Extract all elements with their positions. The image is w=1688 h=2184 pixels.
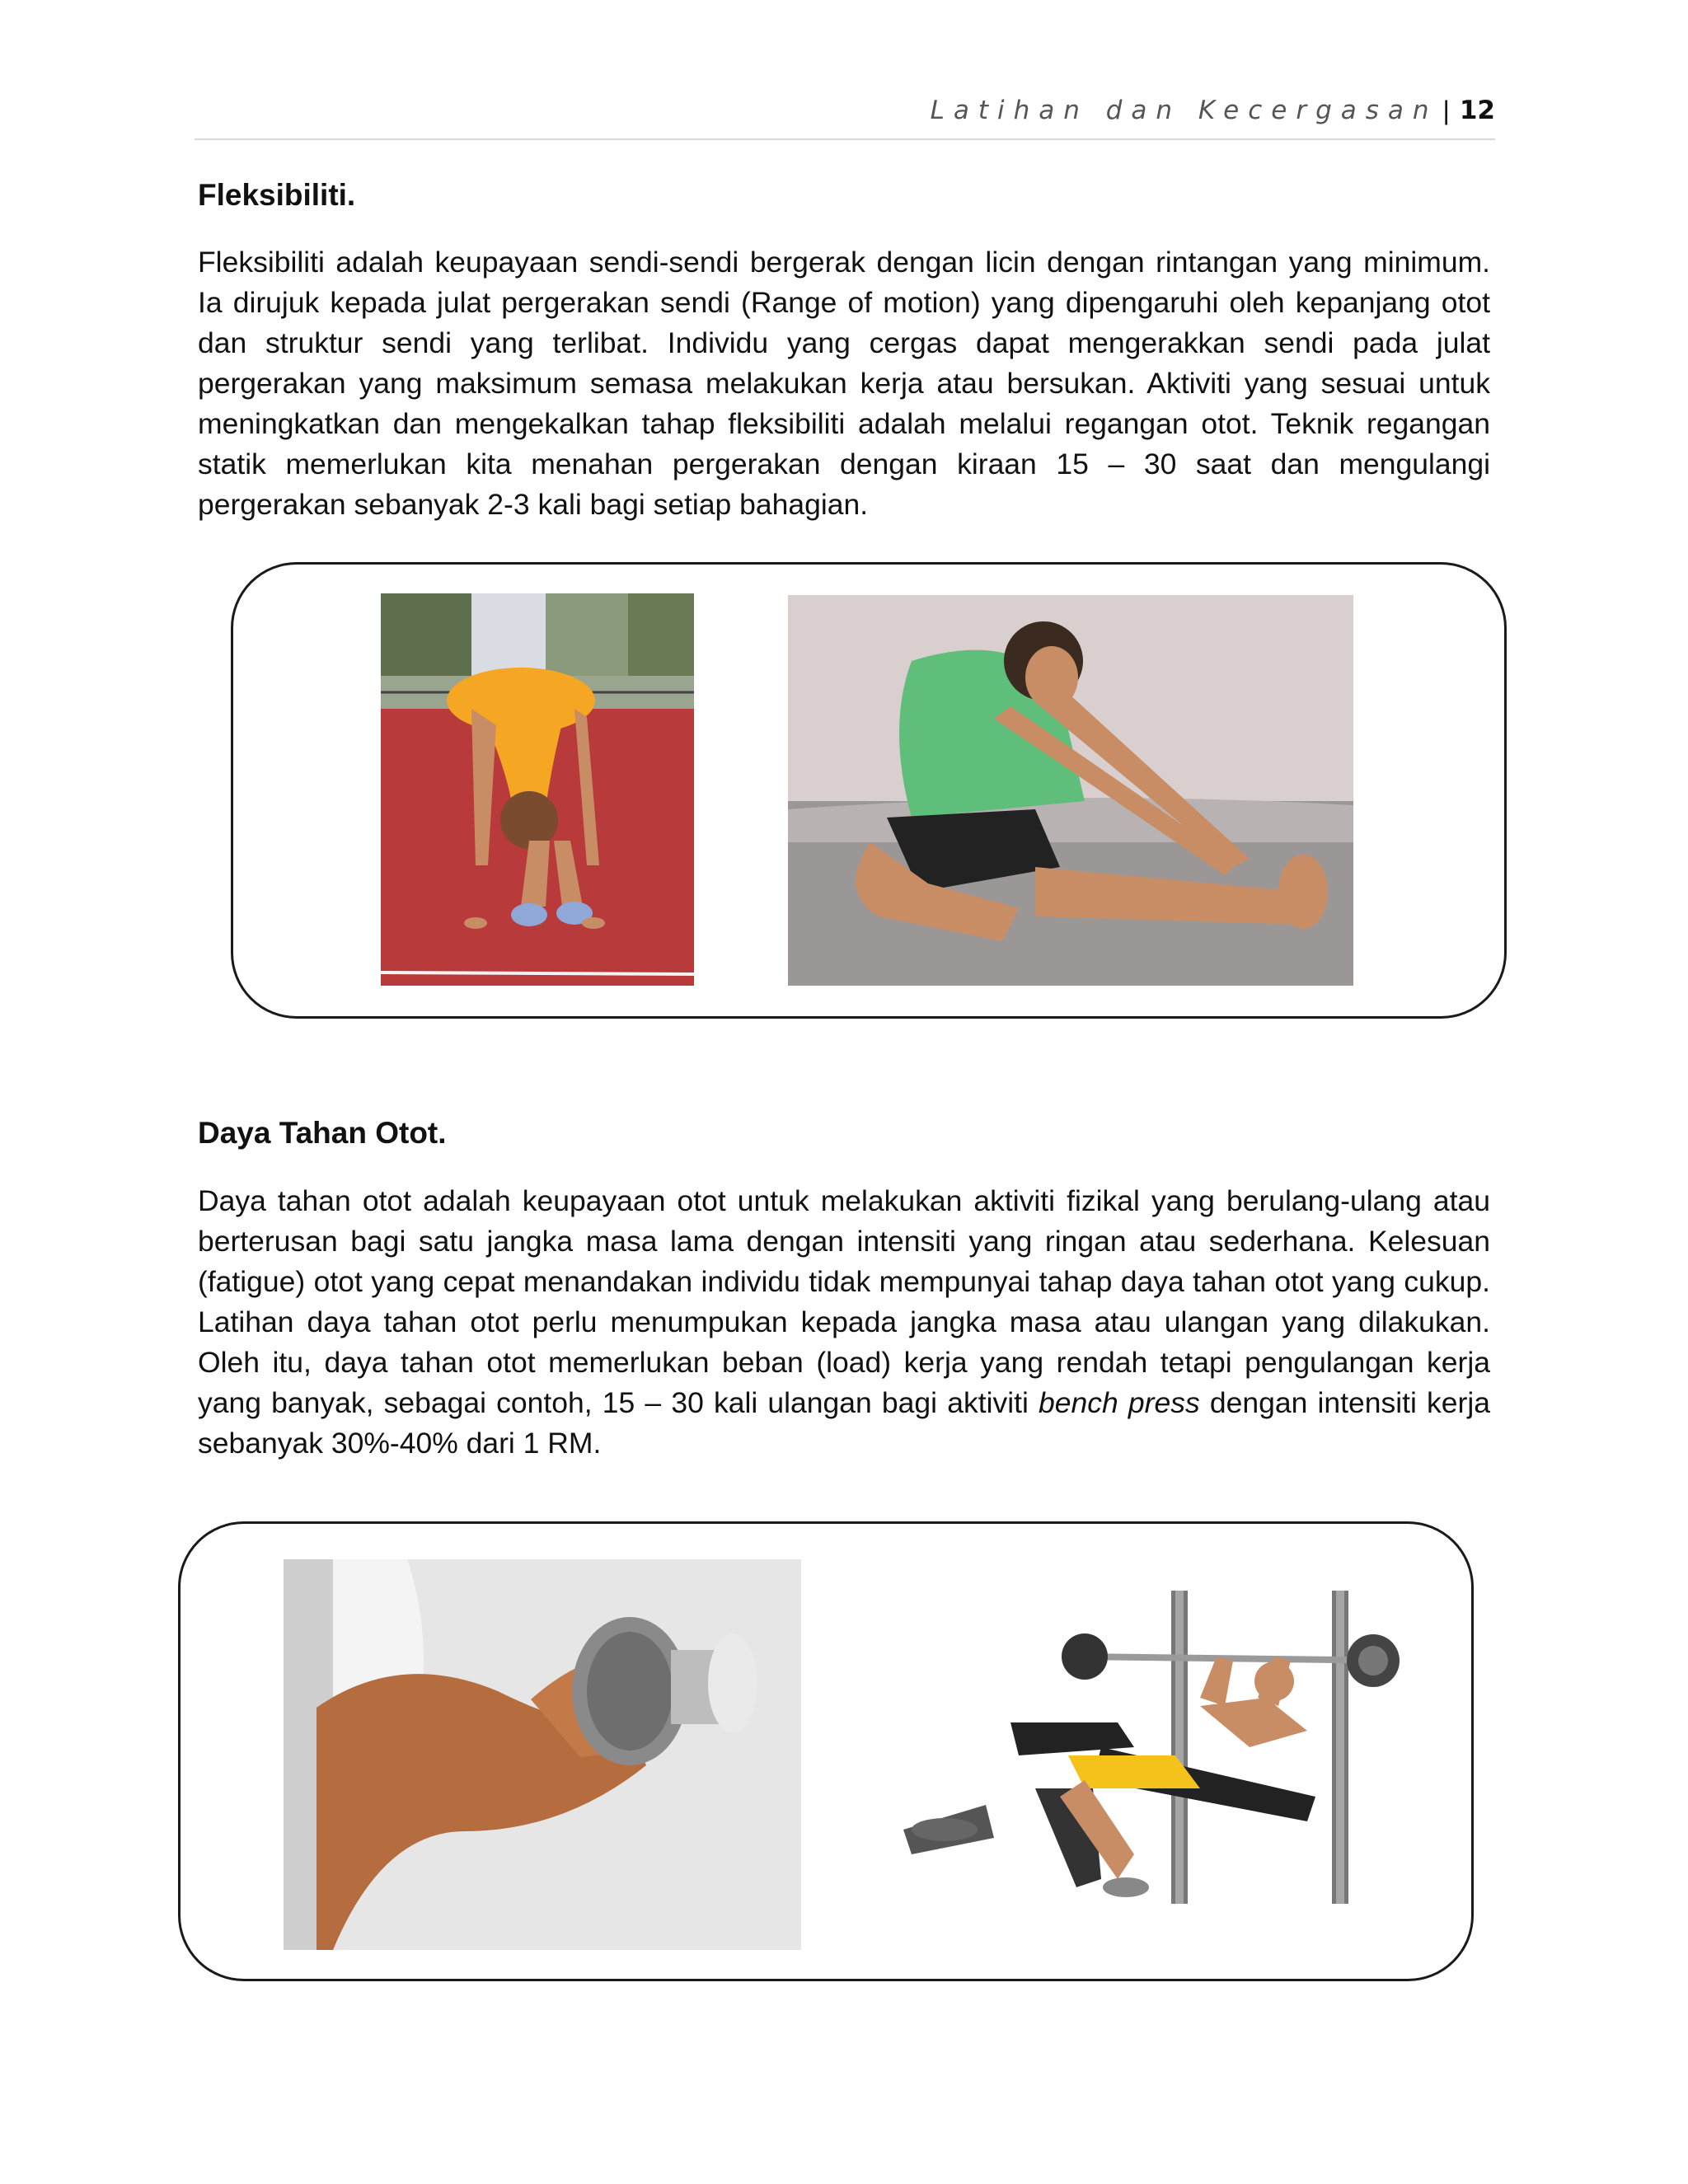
photo-dumbbell-curl <box>284 1559 801 1950</box>
page-number: 12 <box>1459 96 1495 125</box>
section-heading-fleksibiliti: Fleksibiliti. <box>198 178 356 212</box>
paragraph-text-part1: Daya tahan otot adalah keupayaan otot untuk melakukan aktiviti fizikal yang berulang-ulang atau berterusan bagi satu jangka masa lama dengan intensiti yang ringan atau sederhana. Kelesuan (fatigue) otot yang cepat menandakan individu tidak mempunyai tahap daya tahan otot yang cukup. Latihan daya tahan otot perlu menumpukan kepada jangka masa atau ulangan yang dilakukan. Oleh itu, daya tahan otot memerlukan beban (load) kerja yang rendah tetapi pengulangan kerja yang banyak, sebagai contoh, 15 – 30 kali ulangan bagi aktiviti <box>198 1184 1490 1419</box>
photo-standing-toe-touch <box>381 593 694 986</box>
paragraph-fleksibiliti: Fleksibiliti adalah keupayaan sendi-sendi bergerak dengan licin dengan rintangan yang minimum. Ia dirujuk kepada julat pergerakan sendi (Range of motion) yang dipengaruhi oleh kepanjang otot dan struktur sendi yang terlibat. Individu yang cergas dapat mengerakkan sendi pada julat pergerakan yang maksimum semasa melakukan kerja atau bersukan. Aktiviti yang sesuai untuk meningkatkan dan mengekalkan tahap fleksibiliti adalah melalui regangan otot. Teknik regangan statik memerlukan kita menahan pergerakan dengan kiraan 15 – 30 saat dan mengulangi pergerakan sebanyak 2-3 kali bagi setiap bahagian. <box>198 246 1490 521</box>
page-header <box>195 97 1495 140</box>
photo-seated-hamstring-stretch <box>788 595 1353 986</box>
paragraph-daya-tahan-otot <box>198 1181 1490 1464</box>
photo-bench-press <box>887 1582 1411 1929</box>
section-heading-daya-tahan-otot: Daya Tahan Otot. <box>198 1116 447 1150</box>
paragraph-text-part2: dengan intensiti kerja sebanyak 30%-40% dari 1 RM. <box>198 1386 1490 1460</box>
paragraph-italic-term: bench press <box>1039 1386 1200 1419</box>
header-separator: | <box>1442 95 1450 125</box>
running-title: Latihan dan Kecergasan <box>930 96 1438 125</box>
